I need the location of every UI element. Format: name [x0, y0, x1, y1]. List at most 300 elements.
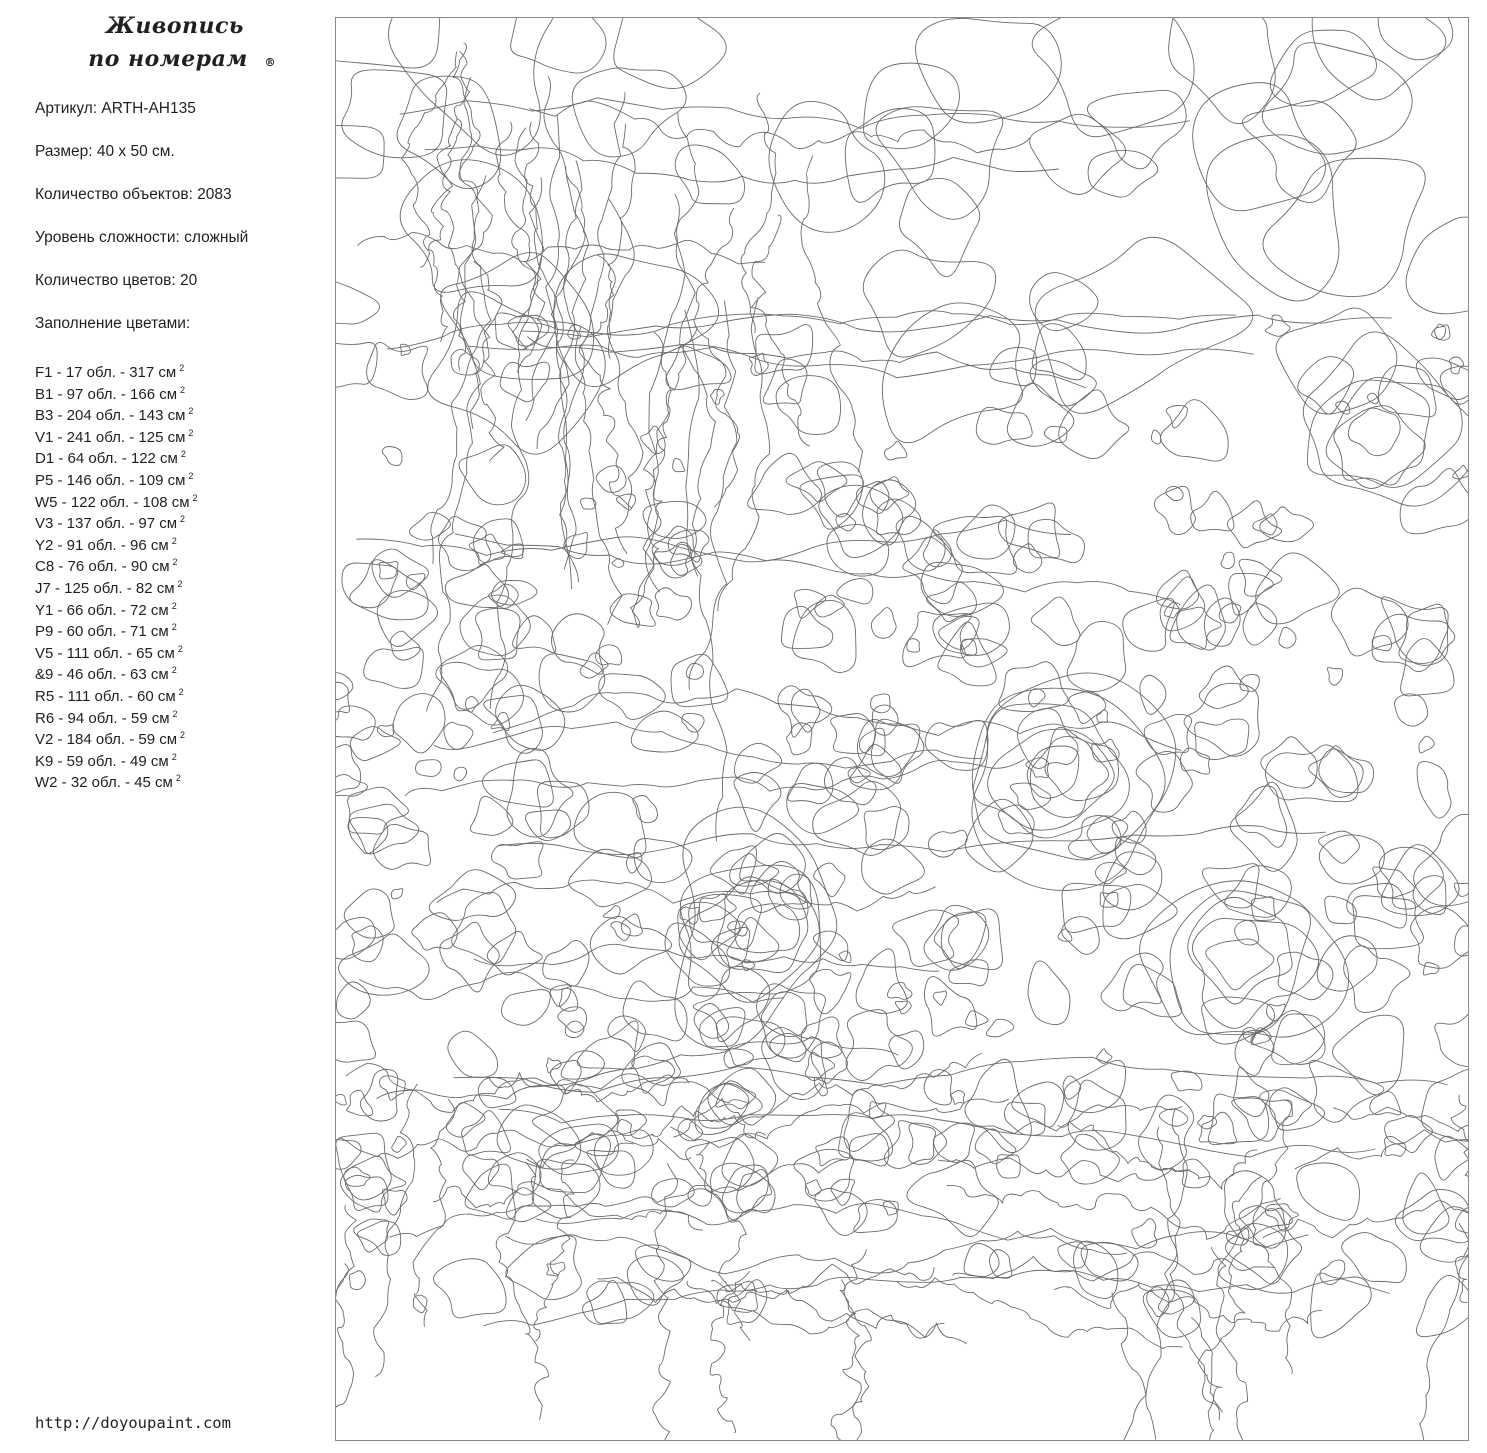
- outline-region: [354, 1219, 389, 1252]
- outline-region: [572, 68, 686, 157]
- outline-region: [513, 616, 556, 653]
- outline-region: [1159, 1109, 1187, 1126]
- color-row: [35, 725, 198, 747]
- outline-region: [1100, 892, 1118, 907]
- outline-stroke: [400, 98, 1190, 129]
- outline-region: [1221, 552, 1234, 568]
- outline-stroke: [829, 1280, 861, 1441]
- color-row-unit-exponent: 2: [188, 427, 194, 438]
- outline-region: [1406, 217, 1469, 314]
- outline-region: [957, 505, 1015, 559]
- outline-region: [788, 763, 833, 803]
- outline-region: [1195, 719, 1249, 760]
- outline-region: [695, 1084, 749, 1135]
- outline-region: [1028, 519, 1084, 562]
- outline-region: [525, 810, 570, 841]
- outline-region: [786, 462, 847, 502]
- outline-region: [1031, 597, 1080, 646]
- outline-region: [907, 1160, 998, 1236]
- color-row-unit-exponent: 2: [171, 751, 177, 762]
- outline-region: [1092, 739, 1119, 762]
- outline-region: [1334, 406, 1425, 485]
- outline-region: [989, 1250, 1012, 1279]
- outline-region: [976, 407, 1032, 444]
- outline-region: [817, 462, 863, 517]
- color-row: [35, 639, 198, 661]
- outline-region: [694, 1004, 729, 1039]
- outline-stroke: [512, 128, 545, 373]
- outline-region: [1435, 1136, 1469, 1180]
- outline-region: [810, 969, 851, 1013]
- outline-region: [1030, 114, 1126, 194]
- outline-region: [806, 1180, 822, 1196]
- color-row-unit-exponent: 2: [177, 578, 183, 589]
- outline-region: [895, 1001, 911, 1014]
- outline-stroke: [405, 759, 1025, 796]
- outline-region: [1298, 357, 1354, 414]
- website-link[interactable]: http://doyoupaint.com: [35, 1414, 231, 1432]
- outline-region: [1266, 1004, 1285, 1020]
- outline-region: [787, 783, 859, 833]
- outline-region: [373, 824, 430, 869]
- color-row-unit-exponent: 2: [177, 643, 183, 654]
- outline-region: [960, 639, 1007, 667]
- outline-region: [614, 18, 726, 89]
- outline-region: [496, 685, 565, 750]
- outline-region: [871, 608, 896, 639]
- outline-region: [1073, 1241, 1117, 1298]
- outline-region: [924, 977, 976, 1037]
- outline-region: [693, 966, 770, 1041]
- outline-region: [1331, 588, 1408, 656]
- outline-stroke: [630, 332, 671, 627]
- outline-stroke: [499, 1109, 1376, 1157]
- outline-region: [1132, 1219, 1157, 1248]
- outline-region: [749, 353, 768, 375]
- outline-region: [1327, 668, 1342, 686]
- outline-region: [724, 1049, 753, 1068]
- outline-region: [1319, 831, 1360, 863]
- outline-region: [1087, 90, 1186, 169]
- difficulty-level: Уровень сложности: сложный: [35, 229, 249, 246]
- color-row: [35, 596, 198, 618]
- outline-region: [1378, 18, 1453, 60]
- outline-region: [673, 458, 685, 471]
- outline-region: [1229, 573, 1274, 615]
- outline-region: [722, 1165, 768, 1213]
- color-row-text: W5 - 122 обл. - 108 см: [35, 493, 190, 511]
- outline-region: [466, 696, 479, 712]
- outline-region: [1136, 751, 1192, 812]
- outline-region: [675, 145, 744, 204]
- outline-region: [933, 603, 1010, 655]
- outline-region: [654, 542, 691, 578]
- outline-region: [876, 107, 1003, 220]
- outline-region: [1414, 814, 1469, 905]
- outline-region: [1206, 135, 1339, 301]
- outline-region: [344, 889, 394, 938]
- outline-region: [349, 1271, 365, 1290]
- outline-region: [769, 101, 885, 232]
- outline-region: [1347, 883, 1407, 928]
- outline-stroke: [1333, 1097, 1469, 1131]
- outline-region: [827, 525, 889, 577]
- outline-region: [448, 1031, 498, 1077]
- outline-region: [1251, 1011, 1325, 1065]
- outline-region: [872, 705, 898, 735]
- outline-stroke: [534, 1160, 574, 1341]
- outline-region: [1256, 553, 1340, 624]
- outline-region: [347, 1090, 373, 1116]
- outline-region: [1140, 675, 1166, 714]
- outline-stroke: [336, 1263, 348, 1441]
- color-row-text: V1 - 241 обл. - 125 см: [35, 428, 186, 446]
- outline-region: [507, 748, 573, 837]
- outline-region: [1199, 666, 1248, 709]
- outline-region: [357, 1221, 400, 1255]
- outline-region: [1379, 847, 1443, 909]
- outline-stroke: [801, 156, 863, 473]
- color-row-unit-exponent: 2: [180, 384, 186, 395]
- outline-region: [1199, 1112, 1237, 1144]
- outline-region: [1307, 380, 1462, 487]
- outline-region: [612, 558, 624, 567]
- outline-region: [793, 600, 856, 672]
- outline-region: [1028, 961, 1070, 1025]
- outline-region: [699, 894, 736, 922]
- outline-stroke: [505, 1231, 1127, 1274]
- outline-region: [1403, 1173, 1449, 1234]
- outline-region: [1449, 357, 1463, 374]
- outline-region: [641, 426, 666, 454]
- outline-region: [440, 662, 523, 725]
- outline-region: [933, 991, 946, 1005]
- outline-region: [391, 889, 403, 899]
- outline-region: [1171, 1071, 1202, 1091]
- outline-region: [349, 818, 388, 854]
- outline-region: [565, 1021, 584, 1037]
- color-row-unit-exponent: 2: [171, 665, 177, 676]
- outline-region: [445, 564, 508, 607]
- color-fill-list: [35, 358, 198, 790]
- color-row-unit-exponent: 2: [180, 514, 186, 525]
- outline-stroke: [498, 826, 1325, 855]
- outline-region: [882, 303, 1022, 443]
- fill-heading: Заполнение цветами:: [35, 315, 191, 332]
- color-row-unit-exponent: 2: [178, 686, 184, 697]
- outline-region: [1154, 486, 1195, 534]
- outline-region: [336, 673, 353, 700]
- outline-stroke: [897, 1278, 1182, 1349]
- outline-region: [1012, 1082, 1064, 1127]
- outline-region: [470, 796, 513, 835]
- outline-region: [710, 846, 756, 894]
- outline-region: [1417, 761, 1451, 818]
- outline-region: [416, 760, 442, 777]
- outline-stroke: [358, 233, 766, 264]
- outline-region: [1423, 963, 1439, 976]
- color-row-unit-exponent: 2: [175, 773, 181, 784]
- outline-region: [964, 1244, 999, 1277]
- outline-region: [750, 861, 805, 912]
- outline-region: [501, 990, 550, 1026]
- outline-region: [1317, 936, 1377, 991]
- outline-region: [1068, 1080, 1126, 1150]
- outline-region: [1262, 43, 1412, 154]
- outline-region: [412, 913, 458, 950]
- outline-region: [686, 663, 703, 679]
- outline-region: [884, 441, 906, 460]
- color-row-unit-exponent: 2: [171, 622, 177, 633]
- outline-region: [500, 362, 549, 401]
- outline-region: [352, 926, 383, 962]
- outline-region: [393, 694, 445, 753]
- outline-region: [975, 1129, 1016, 1164]
- color-row: [35, 768, 198, 790]
- outline-stroke: [493, 689, 1181, 751]
- color-row: [35, 704, 198, 726]
- color-row-text: V3 - 137 обл. - 97 см: [35, 515, 178, 533]
- outline-stroke: [1191, 1317, 1227, 1441]
- outline-region: [1095, 863, 1126, 884]
- outline-region: [1416, 1275, 1469, 1336]
- registered-mark: ®: [264, 56, 276, 69]
- canvas-size: Размер: 40 х 50 см.: [35, 143, 175, 160]
- info-sidebar: [0, 0, 320, 1453]
- color-row-unit-exponent: 2: [171, 600, 177, 611]
- outline-region: [716, 1017, 785, 1066]
- color-row-unit-exponent: 2: [188, 406, 194, 417]
- outline-region: [551, 614, 604, 674]
- outline-region: [409, 513, 450, 541]
- outline-stroke: [336, 1205, 356, 1441]
- color-row-text: R6 - 94 обл. - 59 см: [35, 709, 170, 727]
- outline-stroke: [537, 166, 585, 449]
- color-row-unit-exponent: 2: [192, 492, 198, 503]
- color-row: [35, 488, 198, 510]
- outline-region: [1064, 1060, 1125, 1112]
- outline-region: [1336, 401, 1350, 414]
- outline-region: [380, 1076, 406, 1100]
- outline-region: [815, 595, 845, 617]
- outline-region: [473, 519, 523, 563]
- outline-region: [484, 696, 543, 754]
- outline-region: [543, 940, 589, 986]
- brand-line-1: Живопись: [106, 13, 244, 39]
- outline-region: [596, 466, 626, 493]
- outline-region: [734, 743, 781, 783]
- outline-region: [1198, 1115, 1217, 1129]
- outline-region: [1067, 621, 1126, 691]
- outline-region: [633, 796, 658, 823]
- outline-region: [1416, 358, 1469, 399]
- outline-region: [990, 347, 1037, 385]
- outline-region: [1208, 1094, 1268, 1145]
- outline-region: [949, 960, 989, 986]
- outline-region: [623, 981, 687, 1041]
- outline-region: [845, 109, 935, 203]
- color-row-text: K9 - 59 обл. - 49 см: [35, 752, 169, 770]
- outline-region: [1018, 709, 1079, 769]
- outline-region: [506, 1236, 582, 1300]
- color-row-unit-exponent: 2: [179, 363, 185, 373]
- outline-stroke: [608, 199, 643, 553]
- outline-region: [950, 1090, 964, 1104]
- article-number: Артикул: ARTH-AH135: [35, 100, 196, 117]
- outline-region: [1202, 864, 1259, 908]
- outline-region: [787, 723, 812, 755]
- outline-region: [608, 1016, 646, 1052]
- outline-region: [434, 1259, 507, 1318]
- color-row: [35, 682, 198, 704]
- outline-region: [574, 792, 646, 858]
- outline-region: [382, 447, 402, 466]
- outline-region: [864, 807, 909, 850]
- outline-region: [925, 720, 988, 770]
- outline-region: [603, 906, 620, 919]
- outline-region: [1059, 390, 1129, 459]
- outline-region: [1139, 1095, 1194, 1170]
- outline-region: [907, 639, 920, 652]
- outline-stroke: [356, 520, 1071, 562]
- outline-region: [336, 126, 384, 179]
- outline-region: [1297, 1163, 1360, 1220]
- outline-region: [336, 18, 440, 68]
- outline-region: [1160, 577, 1205, 631]
- outline-region: [367, 342, 428, 399]
- outline-region: [1400, 469, 1469, 534]
- outline-region: [903, 537, 963, 603]
- color-row: [35, 423, 198, 445]
- outline-region: [590, 916, 671, 974]
- outline-stroke: [496, 1162, 548, 1420]
- outline-region: [336, 1021, 376, 1062]
- outline-region: [933, 1123, 974, 1162]
- outline-region: [837, 579, 873, 604]
- outline-region: [909, 1123, 947, 1164]
- outline-region: [1069, 816, 1122, 859]
- outline-region: [611, 922, 631, 941]
- color-row: [35, 617, 198, 639]
- outline-region: [846, 1010, 912, 1081]
- brand-logo: [60, 10, 290, 76]
- outline-region: [686, 1138, 754, 1193]
- outline-region: [734, 772, 781, 831]
- outline-region: [1278, 952, 1333, 1000]
- outline-region: [1333, 1015, 1404, 1095]
- outline-drawing: [336, 18, 1469, 1441]
- outline-region: [511, 18, 606, 73]
- outline-region: [1161, 400, 1229, 461]
- color-row: [35, 466, 198, 488]
- outline-region: [1385, 1115, 1433, 1152]
- outline-region: [839, 951, 851, 963]
- color-row: [35, 358, 198, 380]
- color-row-text: Y1 - 66 обл. - 72 см: [35, 601, 169, 619]
- outline-stroke: [453, 43, 492, 370]
- color-row-text: B3 - 204 обл. - 143 см: [35, 407, 186, 425]
- outline-region: [441, 253, 594, 380]
- color-row-unit-exponent: 2: [172, 557, 178, 568]
- color-row-unit-exponent: 2: [188, 470, 194, 481]
- outline-region: [814, 931, 848, 961]
- outline-region: [400, 160, 542, 293]
- outline-region: [491, 842, 543, 879]
- outline-stroke: [598, 1277, 945, 1337]
- color-row-text: P5 - 146 обл. - 109 см: [35, 471, 186, 489]
- outline-region: [859, 728, 885, 756]
- outline-region: [1435, 326, 1446, 339]
- outline-region: [1395, 694, 1428, 726]
- outline-region: [916, 18, 1062, 123]
- outline-stroke: [468, 344, 1254, 377]
- brand-line-2: по номерам: [88, 46, 248, 72]
- outline-region: [1395, 1189, 1469, 1242]
- outline-region: [392, 1136, 406, 1152]
- color-row-text: J7 - 125 обл. - 82 см: [35, 579, 175, 597]
- outline-region: [794, 589, 825, 618]
- outline-region: [336, 745, 361, 793]
- outline-region: [1379, 365, 1437, 417]
- outline-region: [372, 549, 428, 597]
- outline-region: [336, 775, 367, 797]
- outline-region: [986, 1019, 1014, 1037]
- outline-stroke: [441, 119, 490, 429]
- outline-region: [569, 849, 652, 906]
- outline-region: [1303, 332, 1469, 506]
- outline-region: [671, 654, 728, 706]
- outline-region: [452, 892, 516, 963]
- outline-region: [1097, 710, 1108, 723]
- outline-region: [1184, 683, 1259, 756]
- outline-region: [1236, 786, 1287, 847]
- outline-stroke: [751, 215, 809, 446]
- outline-region: [497, 1105, 581, 1169]
- outline-stroke: [389, 1160, 845, 1237]
- outline-region: [740, 834, 806, 894]
- outline-region: [1061, 1134, 1119, 1184]
- outline-stroke: [1253, 1100, 1292, 1374]
- outline-region: [550, 985, 571, 1007]
- outline-stroke: [741, 93, 776, 333]
- outline-region: [454, 767, 467, 781]
- outline-region: [889, 1031, 924, 1069]
- outline-region: [1140, 881, 1349, 1037]
- outline-regions: [336, 18, 1469, 1441]
- outline-stroke: [687, 1264, 934, 1303]
- color-row-text: &9 - 46 обл. - 63 см: [35, 666, 169, 684]
- outline-stroke: [402, 52, 457, 342]
- outline-region: [1320, 1260, 1345, 1284]
- outline-stroke: [718, 297, 770, 611]
- outline-region: [1151, 430, 1160, 444]
- outline-region: [1101, 953, 1163, 1011]
- outline-region: [1419, 736, 1434, 753]
- outline-region: [1263, 158, 1425, 296]
- outline-region: [682, 714, 704, 733]
- color-row-text: F1 - 17 обл. - 317 см: [35, 364, 177, 381]
- outline-region: [487, 931, 542, 975]
- outline-region: [350, 560, 428, 620]
- outline-region: [1353, 896, 1424, 949]
- outline-region: [748, 453, 822, 514]
- outline-region: [933, 516, 1016, 574]
- color-row-text: Y2 - 91 обл. - 96 см: [35, 536, 169, 554]
- coloring-canvas: [335, 17, 1469, 1441]
- outline-region: [776, 376, 841, 435]
- color-row-unit-exponent: 2: [180, 730, 186, 741]
- outline-stroke: [431, 77, 491, 564]
